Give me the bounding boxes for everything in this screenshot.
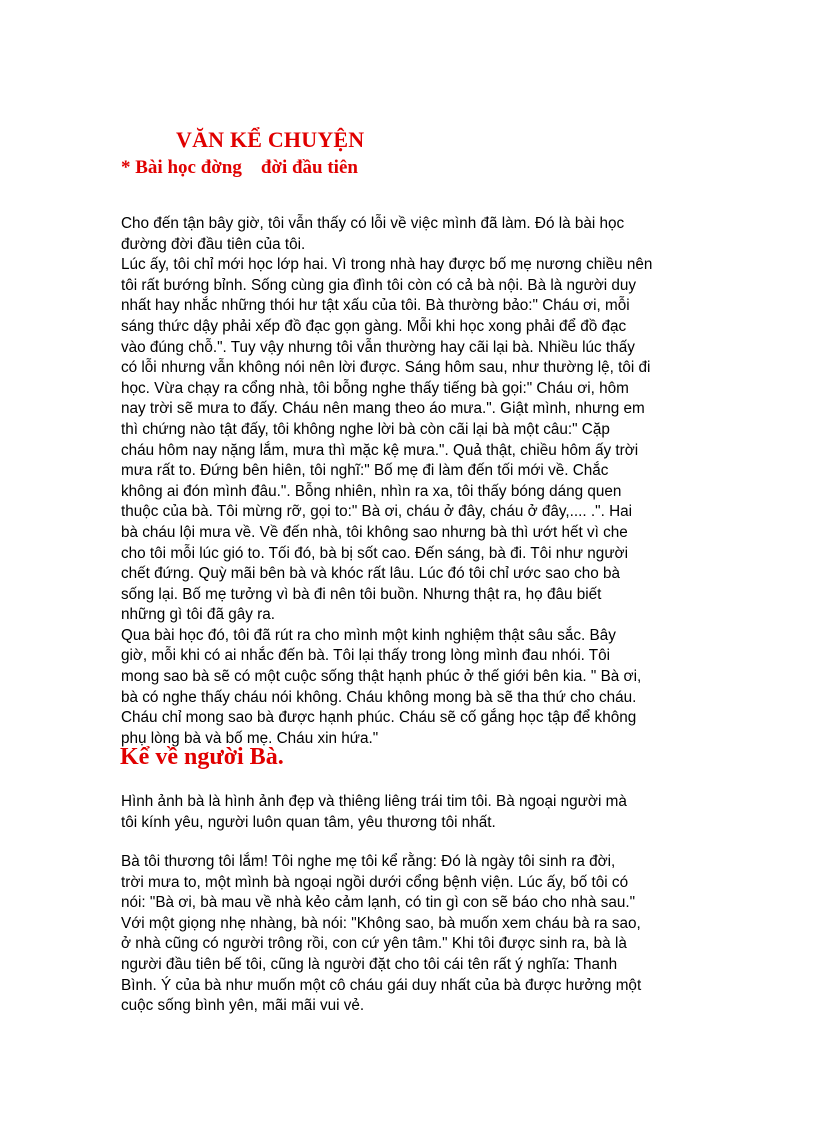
text-line: sáng thức dậy phải xếp đồ đạc gọn gàng. Mỗi khi học xong phải để đồ đạc <box>121 317 627 335</box>
document-subtitle: * Bài học đờng đời đầu tiên <box>121 157 358 178</box>
text-line: Cho đến tận bây giờ, tôi vẫn thấy có lỗi về việc mình đã làm. Đó là bài học <box>121 215 625 232</box>
story2-paragraph-2 <box>121 852 701 1017</box>
text-line: phụ lòng bà và bố mẹ. Cháu xin hứa." <box>121 729 379 747</box>
text-line: Qua bài học đó, tôi đã rút ra cho mình một kinh nghiệm thật sâu sắc. Bây <box>121 626 616 644</box>
text-line: Bình. Ý của bà như muốn một cô cháu gái duy nhất của bà được hưởng một <box>121 976 642 994</box>
text-line: nói: "Bà ơi, bà mau về nhà kẻo cảm lạnh, có tin gì con sẽ báo cho nhà sau." <box>121 894 636 912</box>
text-line: mong sao bà sẽ có một cuộc sống thật hạnh phúc ở thế giới bên kia. " Bà ơi, <box>121 668 642 686</box>
text-line: bà có nghe thấy cháu nói không. Cháu không mong bà sẽ tha thứ cho cháu. <box>121 688 637 706</box>
text-line: thuộc của bà. Tôi mừng rỡ, gọi to:" Bà ơi, cháu ở đây, cháu ở đây,.... .". Hai <box>121 503 633 521</box>
text-line: nay trời sẽ mưa to đấy. Cháu nên mang theo áo mưa.". Giật mình, nhưng em <box>121 400 645 418</box>
text-line: tôi rất bướng bỉnh. Sống cùng gia đình tôi còn có cả bà nội. Bà là người duy <box>121 276 637 294</box>
text-line: cho tôi mỗi lúc gió to. Tối đó, bà bị sốt cao. Đến sáng, bà đi. Tôi như người <box>121 544 628 562</box>
text-line: nhất hay nhắc những thói hư tật xấu của tôi. Bà thường bảo:" Cháu ơi, mỗi <box>121 297 630 315</box>
text-line: đường đời đầu tiên của tôi. <box>121 235 306 253</box>
text-line: vào đúng chỗ.". Tuy vậy nhưng tôi vẫn thường hay cãi lại bà. Nhiều lúc thấy <box>121 338 635 356</box>
text-line: cháu hôm nay nặng lắm, mưa thì mặc kệ mưa.". Quả thật, chiều hôm ấy trời <box>121 441 639 459</box>
text-line: Lúc ấy, tôi chỉ mới học lớp hai. Vì trong nhà hay được bố mẹ nương chiều nên <box>121 256 653 274</box>
text-line: tôi kính yêu, người luôn quan tâm, yêu thương tôi nhất. <box>121 813 496 831</box>
text-line: ở nhà cũng có người trông rồi, con cứ yên tâm." Khi tôi được sinh ra, bà là <box>121 935 627 953</box>
text-line: thì chứng nào tật đấy, tôi không nghe lời bà còn cãi lại bà một câu:" Cặp <box>121 420 610 438</box>
text-line: chết đứng. Quỳ mãi bên bà và khóc rất lâu. Lúc đó tôi chỉ ước sao cho bà <box>121 565 621 583</box>
text-line: mưa rất to. Đứng bên hiên, tôi nghĩ:" Bố mẹ đi làm đến tối mới về. Chắc <box>121 462 609 480</box>
story2-paragraph-1 <box>121 792 701 833</box>
text-line: có lỗi nhưng vẫn không nói nên lời được. Sáng hôm sau, như thường lệ, tôi đi <box>121 359 651 377</box>
text-line: giờ, mỗi khi có ai nhắc đến bà. Tôi lại thấy trong lòng mình đau nhói. Tôi <box>121 647 611 665</box>
text-line: Với một giọng nhẹ nhàng, bà nói: "Không sao, bà muốn xem cháu bà ra sao, <box>121 914 641 932</box>
text-line: bà cháu lội mưa về. Về đến nhà, tôi không sao nhưng bà thì ướt hết vì che <box>121 523 628 541</box>
section-heading: Kể về người Bà. <box>120 744 284 770</box>
text-line: Hình ảnh bà là hình ảnh đẹp và thiêng liêng trái tim tôi. Bà ngoại người mà <box>121 793 627 810</box>
text-line: Cháu chỉ mong sao bà được hạnh phúc. Cháu sẽ cố gắng học tập để không <box>121 709 637 727</box>
text-line: học. Vừa chạy ra cổng nhà, tôi bỗng nghe thấy tiếng bà gọi:" Cháu ơi, hôm <box>121 379 629 397</box>
document-title: VĂN KỂ CHUYỆN <box>176 127 365 152</box>
story1-body <box>121 214 701 749</box>
text-line: không ai đón mình đâu.". Bỗng nhiên, nhìn ra xa, tôi thấy bóng dáng quen <box>121 482 622 500</box>
text-line: cuộc sống bình yên, mãi mãi vui vẻ. <box>121 997 365 1015</box>
text-line: Bà tôi thương tôi lắm! Tôi nghe mẹ tôi kể rằng: Đó là ngày tôi sinh ra đời, <box>121 853 616 870</box>
text-line: những gì tôi đã gây ra. <box>121 606 275 624</box>
text-line: trời mưa to, một mình bà ngoại ngồi dưới cổng bệnh viện. Lúc ấy, bố tôi có <box>121 873 629 891</box>
text-line: người đầu tiên bế tôi, cũng là người đặt cho tôi cái tên rất ý nghĩa: Thanh <box>121 955 618 973</box>
text-line: sống lại. Bố mẹ tưởng vì bà đi nên tôi buồn. Nhưng thật ra, họ đâu biết <box>121 585 602 603</box>
